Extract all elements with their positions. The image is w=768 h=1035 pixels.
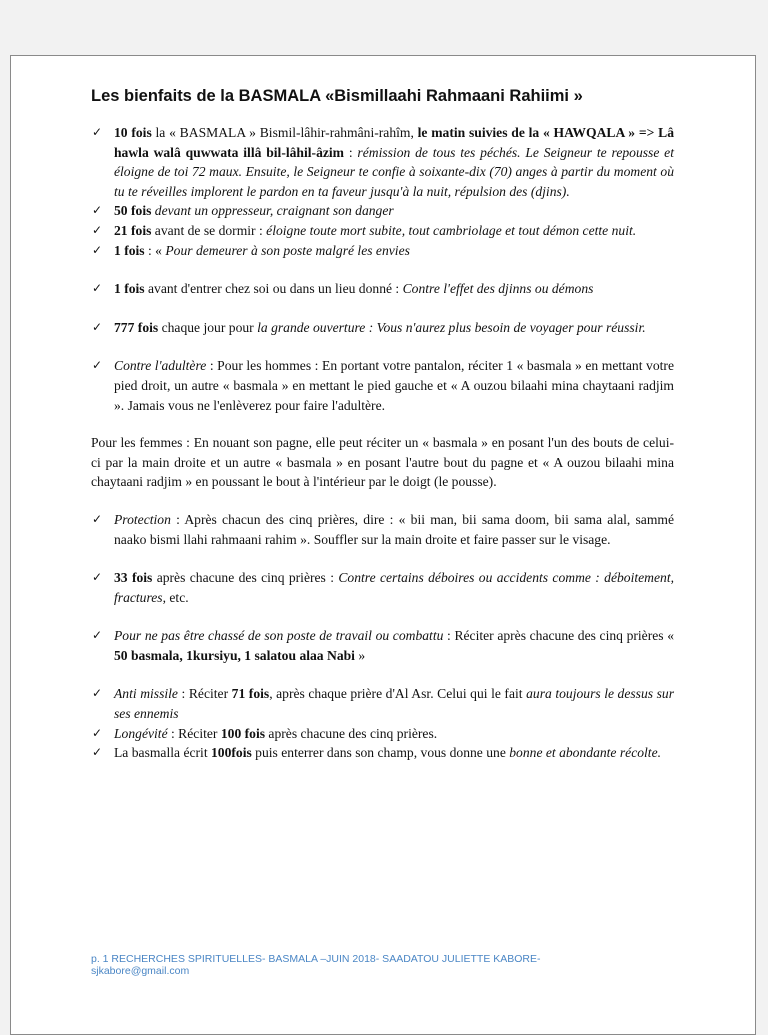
list-item <box>91 241 674 261</box>
text-segment: : Réciter <box>177 686 232 702</box>
bold-text: 100 fois <box>220 725 266 741</box>
footer-email: sjkabore@gmail.com <box>91 965 190 977</box>
checkmark-icon: ✓ <box>92 745 103 760</box>
italic-text: Longévité <box>114 725 168 741</box>
text-segment: avant d'entrer chez soi ou dans un lieu donné : <box>144 281 403 297</box>
item-text <box>114 281 593 296</box>
italic-text: Contre l'effet des djinns ou démons <box>402 281 594 297</box>
text-segment: : Réciter après chacune des cinq prières « <box>443 628 674 644</box>
checkmark-icon: ✓ <box>92 242 103 257</box>
text-segment: chaque jour pour <box>158 319 258 335</box>
text-segment: : Réciter <box>167 725 221 741</box>
checkmark-icon: ✓ <box>92 281 103 296</box>
list-item <box>91 279 674 299</box>
list-item <box>91 123 674 201</box>
item-text <box>114 726 437 741</box>
women-paragraph: Pour les femmes : En nouant son pagne, elle peut réciter un « basmala » en posant l'un des bouts de celui-ci par la main droite et un autre « basmala » en posant l'autre bout du pagne et « A ouzou bilaahi mina chaytaani radjim » en poussant le bout à l'intérieur par le doigt (le pousse). <box>91 435 674 490</box>
list-item <box>91 318 674 338</box>
item-text <box>114 320 646 335</box>
italic-text: Contre certains déboires ou accidents comme : déboitement, fractures <box>114 570 674 605</box>
item-text <box>114 570 674 605</box>
italic-text: devant un oppresseur, craignant son danger <box>151 203 394 219</box>
checkmark-icon: ✓ <box>92 319 103 334</box>
text-segment: : « <box>144 242 166 258</box>
checkmark-icon: ✓ <box>92 125 103 139</box>
item-text <box>114 243 410 258</box>
list-item <box>91 510 674 549</box>
checkmark-icon: ✓ <box>92 358 103 373</box>
text-segment: » <box>354 647 366 663</box>
text-segment: : Après chacun des cinq prières, dire : « bii man, bii sama doom, bii sama alal, sammé naako bismi llahi rahmaani rahim ». Souffler sur la main droite et faire passer sur le visage. <box>114 511 674 547</box>
list-item <box>91 201 674 221</box>
bold-text: 33 fois <box>114 570 153 586</box>
text-segment: : <box>344 144 358 160</box>
italic-text: aura toujours le dessus sur ses ennemis <box>114 686 674 722</box>
list-item <box>91 626 674 665</box>
bold-text: 1 fois <box>114 281 145 297</box>
checkmark-icon: ✓ <box>92 222 103 237</box>
bold-text: 21 fois <box>114 222 152 238</box>
benefits-list-2 <box>91 510 674 763</box>
checkmark-icon: ✓ <box>92 725 103 740</box>
italic-text: bonne et abondante récolte. <box>509 745 662 761</box>
list-item <box>91 221 674 241</box>
checkmark-icon: ✓ <box>92 570 103 585</box>
page-footer <box>91 953 671 977</box>
list-item <box>91 724 674 744</box>
text-segment: après chacune des cinq prières : <box>152 570 339 586</box>
item-text <box>114 745 661 760</box>
bold-text: 10 fois <box>114 125 152 140</box>
item-text <box>114 358 674 412</box>
item-text <box>114 125 674 199</box>
document-page <box>10 55 756 1035</box>
bold-text: 100fois <box>211 745 252 761</box>
item-text <box>114 512 674 547</box>
checkmark-icon: ✓ <box>92 203 103 218</box>
checkmark-icon: ✓ <box>92 511 103 526</box>
list-item <box>91 568 674 607</box>
italic-text: Protection <box>114 511 171 527</box>
italic-text: éloigne toute mort subite, tout cambriolage et tout démon cette nuit. <box>266 222 637 238</box>
footer-line: p. 1 RECHERCHES SPIRITUELLES- BASMALA –JUIN 2018- SAADATOU JULIETTE KABORE- <box>91 953 541 965</box>
italic-text: Anti missile <box>114 686 178 702</box>
text-segment: avant de se dormir : <box>151 222 267 238</box>
text-segment: , etc. <box>162 589 189 605</box>
document-content <box>91 86 674 763</box>
text-segment: La basmalla écrit <box>114 745 211 761</box>
document-title: Les bienfaits de la BASMALA «Bismillaahi Rahmaani Rahiimi » <box>91 87 583 105</box>
italic-text: rémission de tous tes péchés. Le Seigneur te repousse et éloigne de toi 72 maux. Ensuite, le Seigneur te confie à soixante-dix (70) anges à partir du moment où tu te réveilles implorent le pardon en ta faveur jusqu'à la nuit, répulsion des (djins). <box>114 144 674 199</box>
item-text <box>114 203 394 218</box>
italic-text: la grande ouverture : Vous n'aurez plus besoin de voyager pour réussir. <box>257 319 646 335</box>
bold-text: 777 fois <box>114 319 159 335</box>
bold-text: 71 fois <box>231 686 270 702</box>
italic-text: Contre l'adultère <box>114 358 207 374</box>
text-segment: puis enterrer dans son champ, vous donne une <box>251 745 510 761</box>
text-segment: , après chaque prière d'Al Asr. Celui qui le fait <box>269 686 527 702</box>
bold-text: 50 basmala, 1kursiyu, 1 salatou alaa Nabi <box>114 647 355 663</box>
bold-text: le matin suivies de la « HAWQALA » => Lâ hawla walâ quwwata illâ bil-lâhil-âzim <box>114 125 675 160</box>
item-text <box>114 223 636 238</box>
italic-text: Pour ne pas être chassé de son poste de travail ou combattu <box>114 628 444 644</box>
benefits-list <box>91 123 674 415</box>
checkmark-icon: ✓ <box>92 628 103 643</box>
italic-text: Pour demeurer à son poste malgré les envies <box>165 242 410 258</box>
bold-text: 50 fois <box>114 203 152 219</box>
item-text <box>114 686 674 721</box>
text-segment: après chacune des cinq prières. <box>265 725 438 741</box>
list-item <box>91 684 674 723</box>
list-item <box>91 743 674 763</box>
text-segment: la « BASMALA » Bismil-lâhir-rahmâni-rahîm, <box>151 125 418 140</box>
list-item <box>91 356 674 415</box>
bold-text: 1 fois <box>114 242 145 258</box>
text-segment: : Pour les hommes : En portant votre pantalon, réciter 1 « basmala » en mettant votre pied droit, un autre « basmala » en mettant le pied gauche et « A ouzou bilaahi mina chaytaani radjim ». Jamais vous ne l'enlèverez pour faire l'adultère. <box>114 358 674 413</box>
item-text <box>114 628 674 663</box>
checkmark-icon: ✓ <box>92 686 103 701</box>
